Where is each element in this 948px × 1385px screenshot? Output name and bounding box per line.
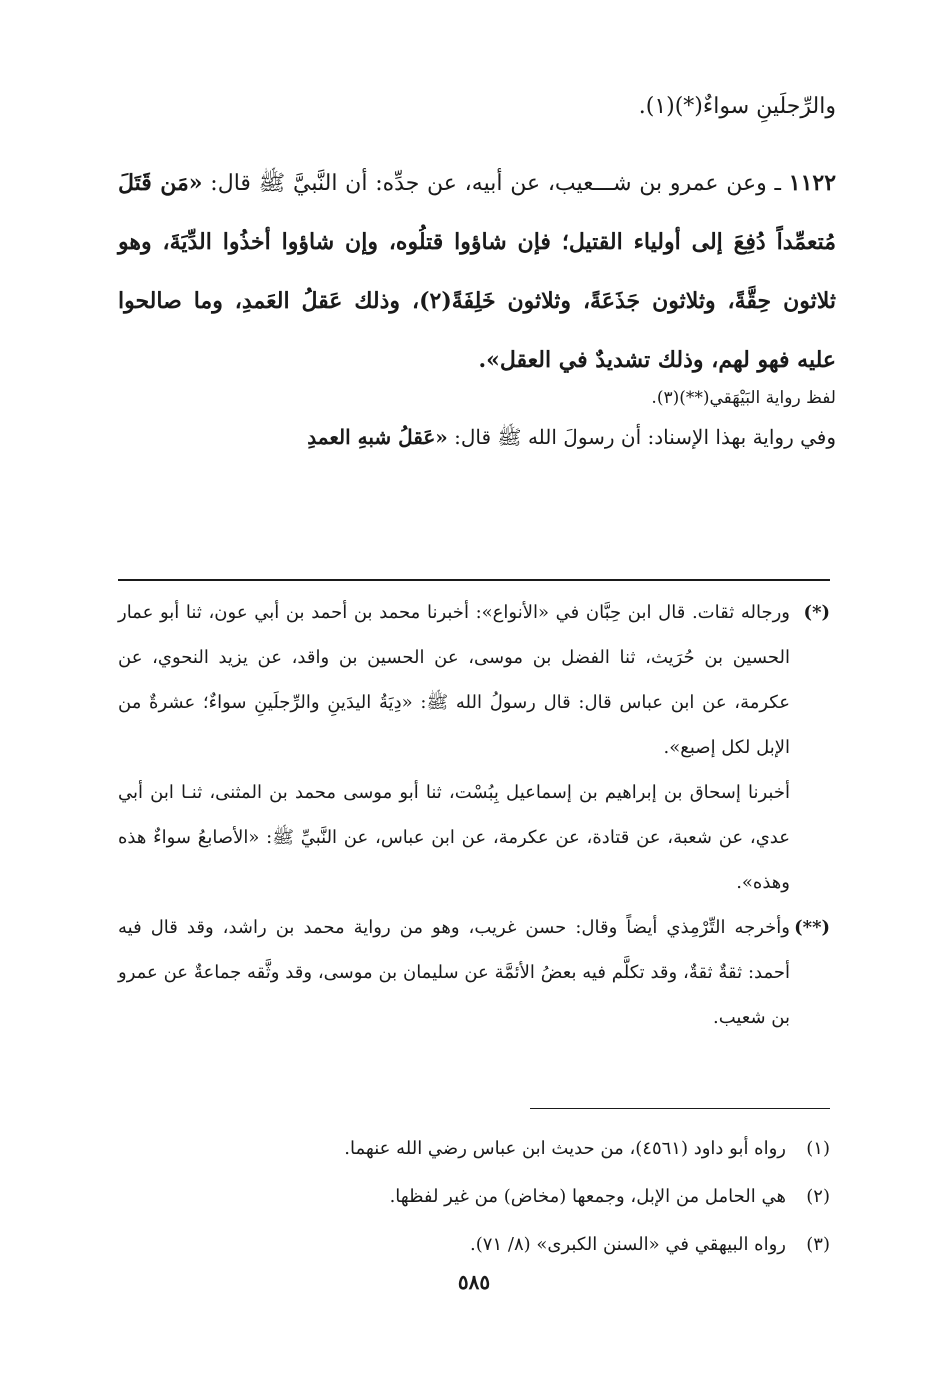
commentary xyxy=(118,590,830,1040)
comment-single-star xyxy=(118,590,830,905)
hadith-number: ١١٢٢ xyxy=(788,170,837,196)
comment-marker: (**) xyxy=(794,917,830,938)
footnote-1 xyxy=(118,1125,830,1173)
footnote-text: هي الحامل من الإبل، وجمعها (مخاض) من غير لفظها. xyxy=(389,1186,786,1207)
footnote-text: رواه أبو داود (٤٥٦١)، من حديث ابن عباس رضي الله عنهما. xyxy=(344,1138,786,1159)
footnote-3 xyxy=(118,1221,830,1269)
hadith-1122 xyxy=(118,154,836,390)
footnote-number: (٢) xyxy=(806,1186,830,1207)
footnotes xyxy=(118,1125,830,1269)
comment-double-star xyxy=(118,905,830,1040)
alternate-narration xyxy=(118,420,836,454)
page-number: ٥٨٥ xyxy=(457,1270,491,1294)
commentary-divider xyxy=(118,579,830,581)
comment-paragraph: ورجاله ثقات. قال ابن حِبَّان في «الأنواع»: أخبرنا محمد بن أحمد بن أبي عون، ثنا أبو عمار الحسين بن حُرَيث، ثنا الفضل بن موسى، عن الحسين بن واقد، عن يزيد النحوي، عن عكرمة، عن ابن عباس قال: قال رسولُ الله ﷺ: «دِيَةُ اليدَينِ والرِّجلَينِ سواءٌ؛ عشرةٌ من الإبل لكل إصبع». xyxy=(118,602,790,758)
comment-paragraph: وأخرجه التِّرْمِذي أيضاً وقال: حسن غريب، وهو من رواية محمد بن راشد، وقد قال فيه أحمد: ثقةٌ ثقةٌ، وقد تكلَّم فيه بعضُ الأئمَّة عن سليمان بن موسى، وقد وثَّقه جماعةٌ عن عمرو بن شعيب. xyxy=(118,917,790,1028)
alternate-quote: «عَقلُ شبهِ العمدِ xyxy=(307,425,448,449)
comment-marker: (*) xyxy=(803,602,830,623)
hadith-intro: ـ وعن عمرو بن شـــعيب، عن أبيه، عن جدِّه: أن النَّبيَّ ﷺ قال: xyxy=(210,171,781,196)
hadith-quote: «مَن قَتَلَ مُتعمِّداً دُفِعَ إلى أولياء القتيل؛ فإن شاؤوا قتلُوه، وإن شاؤوا أخذُوا الدِّيَةَ، وهو ثلاثون حِقَّةً، وثلاثون جَذَعَةً، وثلاثون خَلِفَةً(٢)، وذلك عَقلُ العَمدِ، وما صالحوا عليه فهو لهم، وذلك تشديدٌ في العقل». xyxy=(118,170,836,373)
footnote-2 xyxy=(118,1173,830,1221)
continuation-line: والرِّجلَينِ سواءٌ(*)(١). xyxy=(638,94,836,119)
main-text xyxy=(118,92,836,454)
wording-note: لفظ رواية البَيْهَقي(**)(٣). xyxy=(651,388,836,408)
footnote-number: (٣) xyxy=(806,1234,830,1255)
footnote-divider xyxy=(530,1108,830,1109)
footnote-number: (١) xyxy=(806,1138,830,1159)
alternate-intro: وفي رواية بهذا الإسناد: أن رسولَ الله ﷺ قال: xyxy=(454,425,836,449)
footnote-text: رواه البيهقي في «السنن الكبرى» (٨/ ٧١). xyxy=(470,1234,786,1255)
comment-paragraph: أخبرنا إسحاق بن إبراهيم بن إسماعيل بِبُسْت، ثنا أبو موسى محمد بن المثنى، ثنـا ابن أبي عدي، عن شعبة، عن قتادة، عن عكرمة، عن ابن عباس، عن النَّبيِّ ﷺ: «الأصابعُ سواءٌ هذه وهذه». xyxy=(118,782,790,893)
